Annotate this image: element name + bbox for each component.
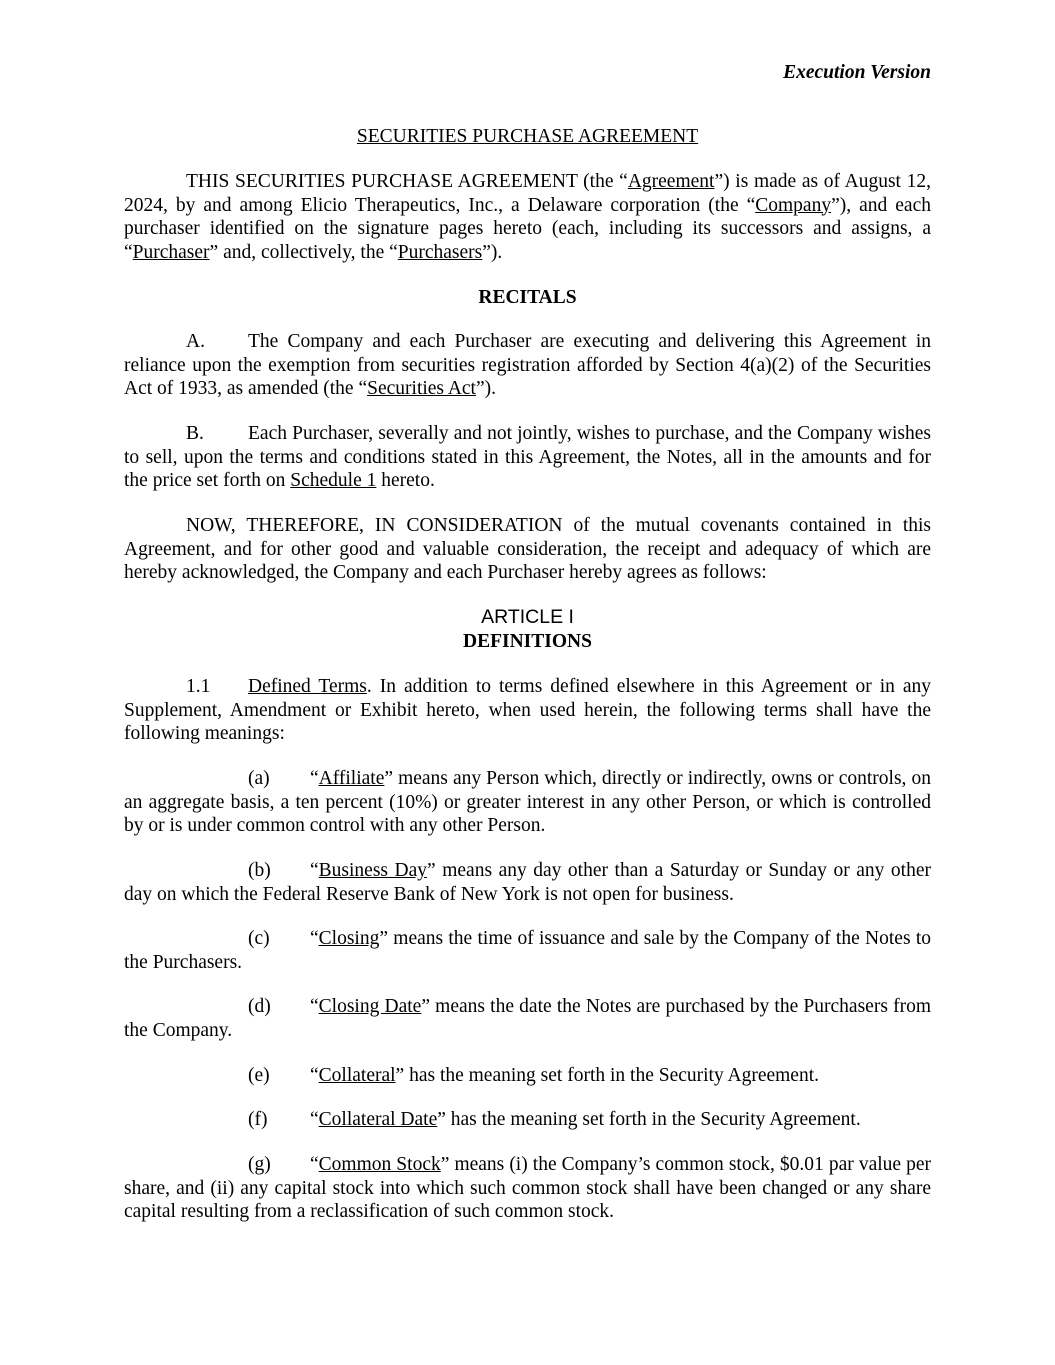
definition-g: (g) “Common Stock” means (i) the Company’s common stock, $0.01 par value per share, and (ii) any capital stock into which such common stock shall have been changed or any share capital resulting from a reclassification of such common stock. xyxy=(124,1154,932,1222)
definition-c: (c) “Closing” means the time of issuance and sale by the Company of the Notes to the Purchasers. xyxy=(124,928,931,973)
recital-b: B. Each Purchaser, severally and not jointly, wishes to purchase, and the Company wishes to sell, upon the terms and conditions stated in this Agreement, the Notes, all in the amounts and for the price set forth on Schedule 1 hereto. xyxy=(124,423,931,491)
term-common-stock: Common Stock xyxy=(318,1154,441,1175)
definition-a: (a) “Affiliate” means any Person which, directly or indirectly, owns or controls, on an aggregate basis, a ten percent (10%) or greater interest in any other Person, or which is controlled by or is under common control with any other Person. xyxy=(124,768,931,836)
term-agreement: Agreement xyxy=(627,171,715,192)
definition-d: (d) “Closing Date” means the date the Notes are purchased by the Purchasers from the Company. xyxy=(124,996,931,1041)
intro-paragraph: THIS SECURITIES PURCHASE AGREEMENT (the “Agreement”) is made as of August 12, 2024, by and among Elicio Therapeutics, Inc., a Delaware corporation (the “Company”), and each purchaser identified on the signature pages hereto (each, including its successors and assigns, a “Purchaser” and, collectively, the “Purchasers”). xyxy=(124,171,931,263)
term-securities-act: Securities Act xyxy=(367,378,476,399)
term-company: Company xyxy=(755,194,832,216)
recital-a: A. The Company and each Purchaser are executing and delivering this Agreement in reliance upon the exemption from securities registration afforded by Section 4(a)(2) of the Securities Act of 1933, as amended (the “Securities Act”). xyxy=(124,331,931,399)
document-title: SECURITIES PURCHASE AGREEMENT xyxy=(356,126,699,147)
term-schedule-1: Schedule 1 xyxy=(290,470,377,491)
definition-b: (b) “Business Day” means any day other than a Saturday or Sunday or any other day on which the Federal Reserve Bank of New York is not open for business. xyxy=(124,860,931,905)
definitions-heading: DEFINITIONS xyxy=(463,631,592,652)
definition-f: (f) “Collateral Date” has the meaning set forth in the Security Agreement. xyxy=(248,1109,861,1130)
term-closing-date: Closing Date xyxy=(318,996,422,1017)
term-collateral: Collateral xyxy=(318,1065,396,1086)
term-collateral-date: Collateral Date xyxy=(318,1109,438,1130)
definition-e: (e) “Collateral” has the meaning set forth in the Security Agreement. xyxy=(248,1065,820,1086)
now-therefore-paragraph: NOW, THEREFORE, IN CONSIDERATION of the mutual covenants contained in this Agreement, and for other good and valuable consideration, the receipt and adequacy of which are hereby acknowledged, the Company and each Purchaser hereby agrees as follows: xyxy=(124,515,931,583)
term-closing: Closing xyxy=(318,928,380,949)
section-1-1: 1.1 Defined Terms. In addition to terms defined elsewhere in this Agreement or in any Supplement, Amendment or Exhibit hereto, when used herein, the following terms shall have the following meanings: xyxy=(124,676,932,744)
execution-version-label: Execution Version xyxy=(783,62,931,83)
term-business-day: Business Day xyxy=(318,860,428,881)
term-purchasers: Purchasers xyxy=(397,241,483,263)
term-affiliate: Affiliate xyxy=(318,768,385,789)
term-purchaser: Purchaser xyxy=(132,241,210,263)
term-defined-terms: Defined Terms xyxy=(248,676,367,697)
recitals-heading: RECITALS xyxy=(478,287,577,308)
article-label: ARTICLE I xyxy=(481,606,574,628)
